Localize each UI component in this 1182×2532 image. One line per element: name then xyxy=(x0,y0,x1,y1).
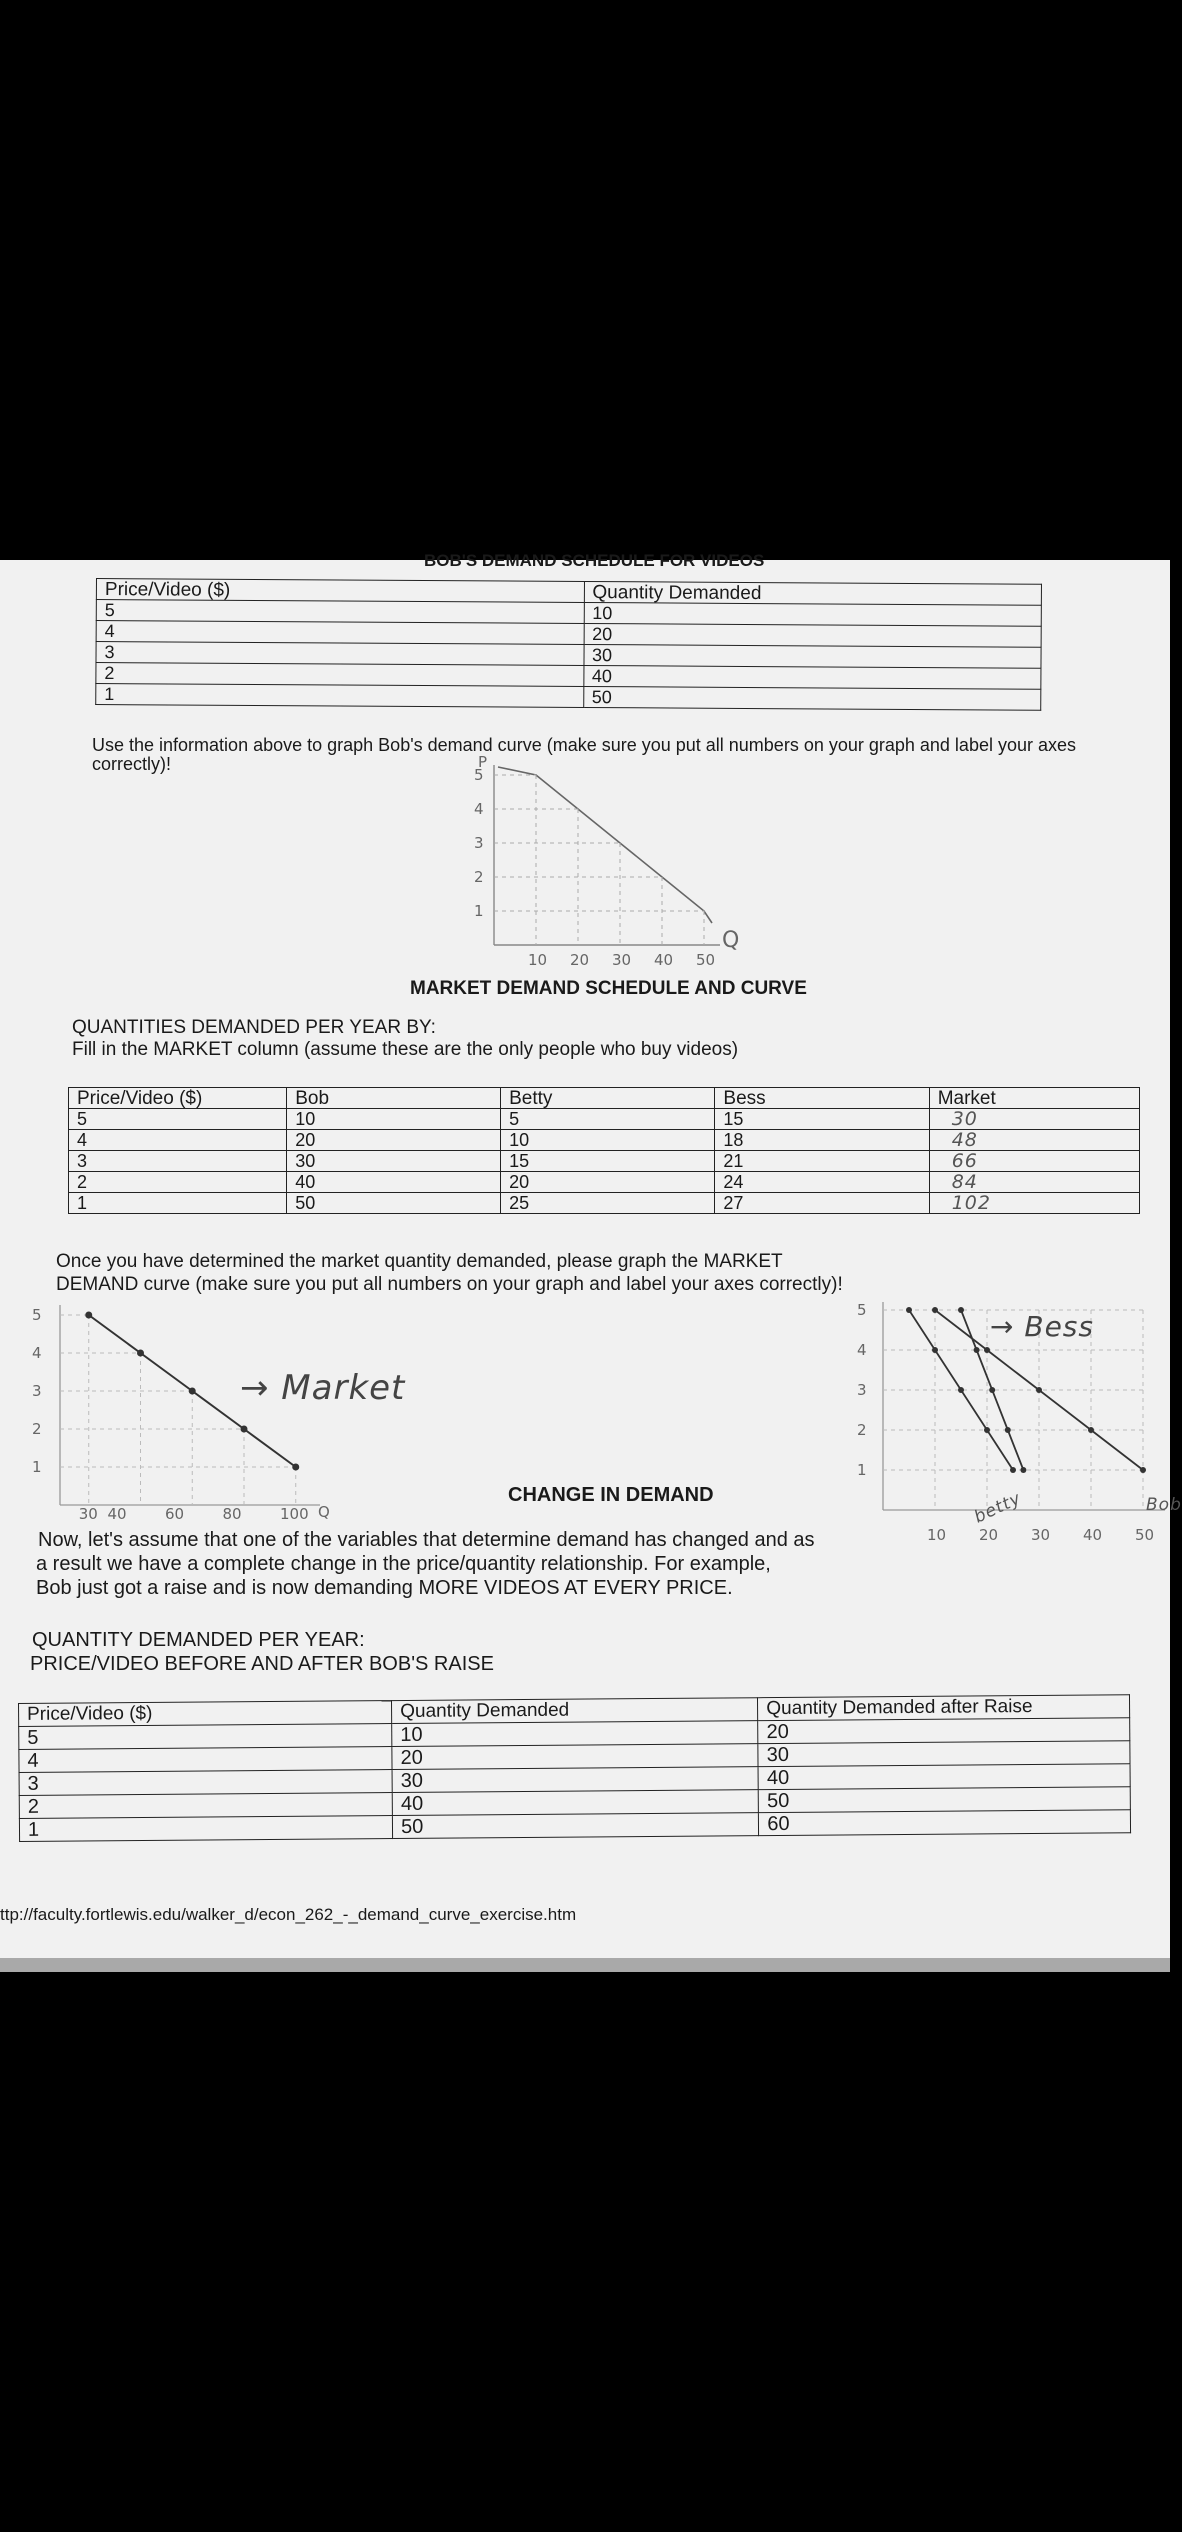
y-tick-label: 5 xyxy=(32,1306,42,1324)
bob-demand-graph xyxy=(450,745,750,975)
table-cell: 30 xyxy=(583,644,1041,668)
x-tick-label: 10 xyxy=(927,1526,947,1544)
table-cell: 10 xyxy=(392,1721,758,1747)
x-tick-label: 40 xyxy=(654,951,674,969)
bess-curve-label: → Bess xyxy=(990,1310,1094,1343)
market-curve-label: → Market xyxy=(240,1368,406,1408)
footer-url: ttp://faculty.fortlewis.edu/walker_d/econ_262_-_demand_curve_exercise.htm xyxy=(0,1905,577,1924)
table-cell: 5 xyxy=(501,1109,715,1130)
table-cell: 40 xyxy=(287,1172,501,1193)
table-cell: 4 xyxy=(69,1130,287,1151)
column-header: Market xyxy=(929,1088,1139,1109)
y-tick-label: 1 xyxy=(32,1458,42,1476)
y-tick-label: 3 xyxy=(32,1382,42,1400)
y-tick-label: 3 xyxy=(857,1381,867,1399)
table-cell: 50 xyxy=(393,1813,759,1839)
table-cell: 10 xyxy=(584,602,1042,626)
x-tick-label: 40 xyxy=(1083,1526,1103,1544)
market-data-point xyxy=(292,1464,299,1471)
table-cell: 2 xyxy=(19,1793,392,1819)
y-tick-label: 3 xyxy=(474,834,484,852)
table-row xyxy=(69,1151,1140,1172)
table-cell: 18 xyxy=(715,1130,929,1151)
curve-point xyxy=(984,1427,990,1433)
table-row xyxy=(96,684,1041,711)
change-subtitle-1: QUANTITY DEMANDED PER YEAR: xyxy=(32,1629,365,1651)
column-header: Bob xyxy=(287,1088,501,1109)
column-header: Price/Video ($) xyxy=(69,1088,287,1109)
table-cell: 40 xyxy=(583,665,1041,689)
table-cell: 2 xyxy=(69,1172,287,1193)
curve-point xyxy=(1020,1467,1026,1473)
handwritten-cell: 66 xyxy=(929,1151,1139,1172)
table-cell: 3 xyxy=(19,1770,392,1796)
table-cell: 30 xyxy=(392,1767,758,1793)
y-tick-label: 5 xyxy=(857,1301,867,1319)
column-header: Quantity Demanded xyxy=(584,581,1042,605)
curve-point xyxy=(958,1307,964,1313)
y-tick-label: 2 xyxy=(32,1420,42,1438)
y-tick-label: 4 xyxy=(857,1341,867,1359)
column-header: Quantity Demanded xyxy=(392,1698,758,1724)
x-tick-label: 20 xyxy=(570,951,590,969)
table-cell: 1 xyxy=(96,684,584,708)
table-row xyxy=(69,1193,1140,1214)
curve-point xyxy=(1088,1427,1094,1433)
x-tick-label: 30 xyxy=(612,951,632,969)
curve-point xyxy=(1140,1467,1146,1473)
table-cell: 50 xyxy=(287,1193,501,1214)
market-instruction-1: Once you have determined the market quantity demanded, please graph the MARKET xyxy=(56,1251,783,1272)
q-axis-label: Q xyxy=(722,928,740,953)
x-tick-label: 40 xyxy=(107,1505,127,1523)
y-tick-label: 4 xyxy=(32,1344,42,1362)
x-tick-label: 30 xyxy=(78,1505,98,1523)
curve-point xyxy=(1005,1427,1011,1433)
column-header: Price/Video ($) xyxy=(19,1701,392,1727)
bob-demand-table xyxy=(95,578,1042,711)
x-tick-label: 100 xyxy=(280,1505,309,1523)
table-cell: 30 xyxy=(287,1151,501,1172)
table-cell: 5 xyxy=(19,1724,392,1750)
market-q-label: Q xyxy=(318,1503,330,1521)
column-header: Price/Video ($) xyxy=(96,579,584,603)
table-row xyxy=(69,1130,1140,1151)
table-cell: 20 xyxy=(392,1744,758,1770)
page-bottom-edge xyxy=(0,1958,1170,1972)
table-cell: 5 xyxy=(69,1109,287,1130)
table-cell: 10 xyxy=(501,1130,715,1151)
y-tick-label: 1 xyxy=(857,1461,867,1479)
table-cell: 20 xyxy=(758,1718,1130,1744)
curve-point xyxy=(932,1347,938,1353)
curve-point xyxy=(989,1387,995,1393)
curve-point xyxy=(1010,1467,1016,1473)
betty-curve-label: betty xyxy=(971,1488,1025,1528)
table-cell: 20 xyxy=(287,1130,501,1151)
table-cell: 50 xyxy=(583,686,1041,710)
table-row xyxy=(69,1172,1140,1193)
market-instruction-2: DEMAND curve (make sure you put all numbers on your graph and label your axes correctly)! xyxy=(56,1274,843,1295)
bob-graph-instruction: Use the information above to graph Bob's demand curve (make sure you put all numbers on your graph and label your axes correctly)! xyxy=(92,735,1076,774)
market-demand-table xyxy=(68,1087,1140,1214)
table-cell: 27 xyxy=(715,1193,929,1214)
column-header: Quantity Demanded after Raise xyxy=(758,1695,1130,1721)
handwritten-cell: 84 xyxy=(929,1172,1139,1193)
table-cell: 24 xyxy=(715,1172,929,1193)
handwritten-cell: 102 xyxy=(929,1193,1139,1214)
curve-point xyxy=(984,1347,990,1353)
table-cell: 1 xyxy=(19,1816,392,1842)
curve-point xyxy=(958,1387,964,1393)
handwritten-cell: 30 xyxy=(929,1109,1139,1130)
change-paragraph-2: a result we have a complete change in the price/quantity relationship. For example, xyxy=(36,1553,771,1575)
handwritten-cell: 48 xyxy=(929,1130,1139,1151)
curve-point xyxy=(906,1307,912,1313)
market-line-2: Fill in the MARKET column (assume these are the only people who buy videos) xyxy=(72,1039,739,1060)
table-cell: 3 xyxy=(96,642,584,666)
table-cell: 10 xyxy=(287,1109,501,1130)
x-tick-label: 60 xyxy=(165,1505,185,1523)
x-tick-label: 80 xyxy=(222,1505,242,1523)
x-tick-label: 50 xyxy=(1135,1526,1155,1544)
raise-demand-table xyxy=(18,1694,1131,1842)
market-demand-graph xyxy=(30,1295,330,1535)
y-tick-label: 5 xyxy=(474,766,484,784)
table-cell: 5 xyxy=(96,600,584,624)
table-header-row xyxy=(69,1088,1140,1109)
table-cell: 30 xyxy=(758,1741,1130,1767)
worksheet-page xyxy=(0,551,1182,1972)
curve-point xyxy=(974,1347,980,1353)
x-tick-label: 30 xyxy=(1031,1526,1051,1544)
table-cell: 15 xyxy=(501,1151,715,1172)
change-paragraph-1: Now, let's assume that one of the variables that determine demand has changed and as xyxy=(38,1529,815,1551)
x-tick-label: 20 xyxy=(979,1526,999,1544)
table-cell: 20 xyxy=(501,1172,715,1193)
column-header: Bess xyxy=(715,1088,929,1109)
table-cell: 1 xyxy=(69,1193,287,1214)
table-cell: 20 xyxy=(584,623,1042,647)
x-tick-label: 50 xyxy=(696,951,716,969)
y-tick-label: 4 xyxy=(474,800,484,818)
table-cell: 4 xyxy=(96,621,584,645)
table-cell: 4 xyxy=(19,1747,392,1773)
market-data-point xyxy=(137,1350,144,1357)
p-axis-label: P xyxy=(478,753,488,771)
market-data-point xyxy=(241,1426,248,1433)
table-cell: 40 xyxy=(758,1764,1130,1790)
table-cell: 15 xyxy=(715,1109,929,1130)
table-cell: 21 xyxy=(715,1151,929,1172)
table-cell: 3 xyxy=(69,1151,287,1172)
market-data-point xyxy=(189,1388,196,1395)
bob-schedule-title: BOB'S DEMAND SCHEDULE FOR VIDEOS xyxy=(424,551,765,570)
table-cell: 50 xyxy=(759,1787,1131,1813)
column-header: Betty xyxy=(501,1088,715,1109)
y-tick-label: 1 xyxy=(474,902,484,920)
curve-point xyxy=(932,1307,938,1313)
table-cell: 25 xyxy=(501,1193,715,1214)
market-line-1: QUANTITIES DEMANDED PER YEAR BY: xyxy=(72,1017,436,1038)
y-tick-label: 2 xyxy=(857,1421,867,1439)
change-paragraph-3: Bob just got a raise and is now demanding MORE VIDEOS AT EVERY PRICE. xyxy=(36,1577,733,1599)
table-cell: 2 xyxy=(96,663,584,687)
change-section-title: CHANGE IN DEMAND xyxy=(508,1484,714,1506)
x-tick-label: 10 xyxy=(528,951,548,969)
y-tick-label: 2 xyxy=(474,868,484,886)
table-cell: 60 xyxy=(759,1810,1131,1836)
change-subtitle-2: PRICE/VIDEO BEFORE AND AFTER BOB'S RAISE xyxy=(30,1653,494,1675)
market-section-title: MARKET DEMAND SCHEDULE AND CURVE xyxy=(410,978,807,999)
bob-curve-label: Bob xyxy=(1146,1495,1182,1515)
bob-demand-curve xyxy=(498,767,712,923)
market-data-point xyxy=(85,1312,92,1319)
table-row xyxy=(69,1109,1140,1130)
table-cell: 40 xyxy=(392,1790,758,1816)
curve-point xyxy=(1036,1387,1042,1393)
